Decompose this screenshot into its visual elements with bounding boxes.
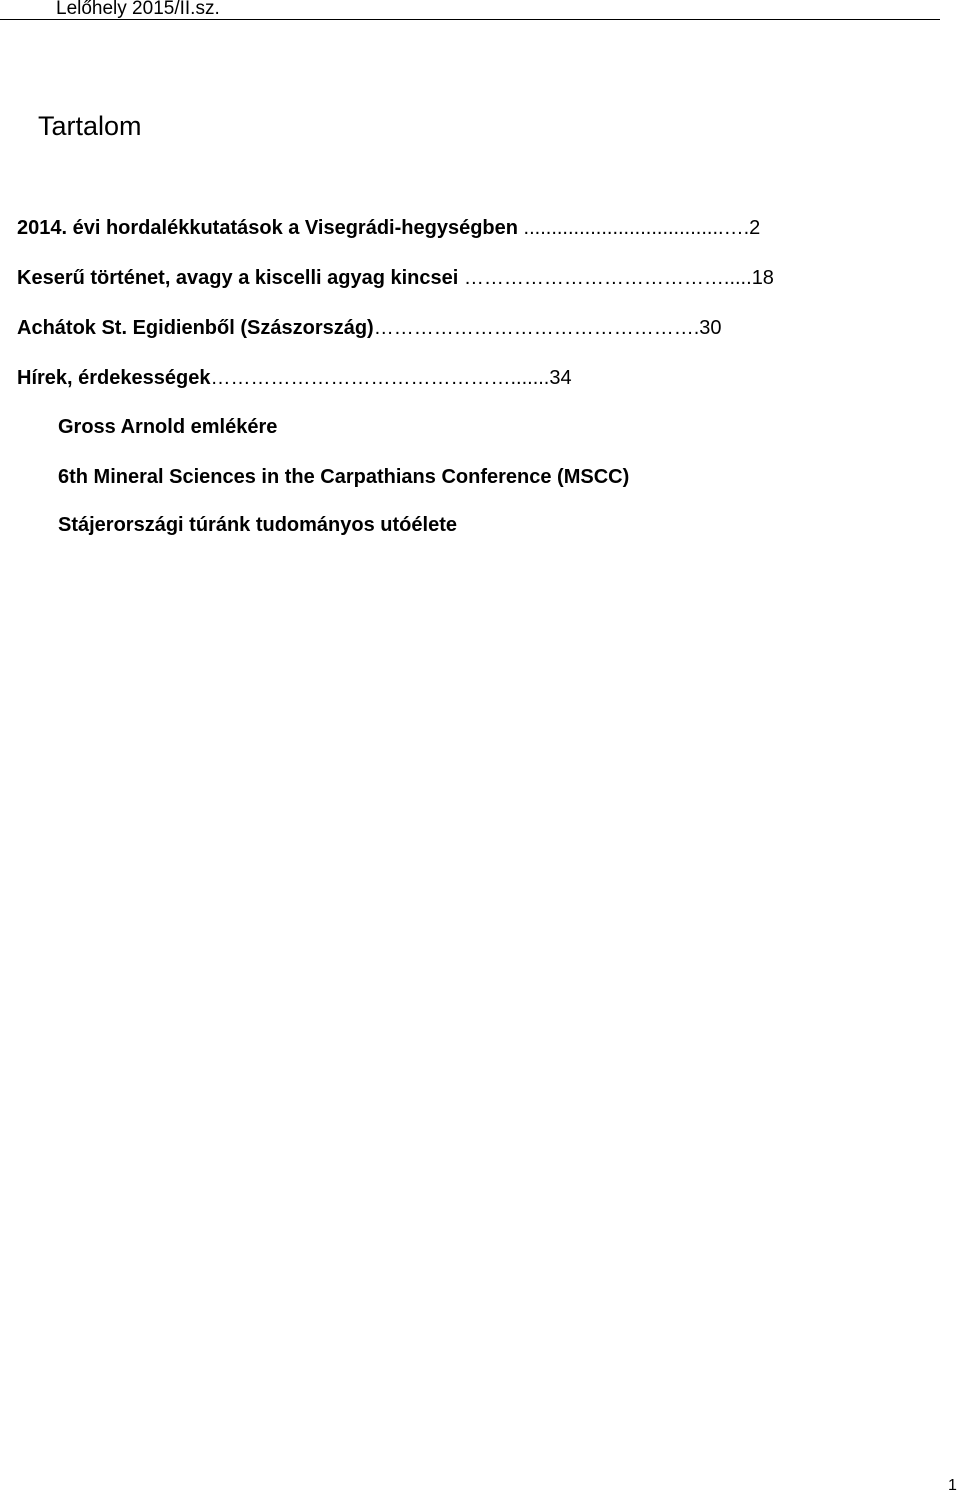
toc-subentry[interactable] <box>58 513 457 537</box>
toc-entry-page: 18 <box>751 267 774 289</box>
running-header <box>0 0 940 20</box>
toc-subentry[interactable] <box>58 415 277 439</box>
toc-entry[interactable] <box>17 266 774 290</box>
toc-entry-title: 2014. évi hordalékkutatások a Visegrádi-hegységben <box>17 217 524 239</box>
toc-entry-title: Hírek, érdekességek <box>17 367 211 389</box>
toc-entry-page: 34 <box>549 367 572 389</box>
toc-entry-title: Keserű történet, avagy a kiscelli agyag kincsei <box>17 267 464 289</box>
toc-subentry[interactable] <box>58 465 629 489</box>
toc-entry-title: Achátok St. Egidienből (Szászország) <box>17 317 374 339</box>
toc-entry-leader: ………………………………………....... <box>210 367 550 389</box>
toc-entry-title: Stájerországi túránk tudományos utóélete <box>58 514 457 536</box>
toc-entry[interactable] <box>17 216 760 240</box>
toc-entry-leader: …………………………………………. <box>373 317 700 339</box>
running-header-text: Lelőhely 2015/II.sz. <box>56 0 220 19</box>
toc-entry-title: 6th Mineral Sciences in the Carpathians Conference (MSCC) <box>58 466 630 488</box>
toc-entry[interactable] <box>17 366 572 390</box>
page-number: 1 <box>948 1477 957 1494</box>
page-title: Tartalom <box>38 111 142 141</box>
toc-entry-page: .2 <box>743 217 761 239</box>
toc-entry[interactable] <box>17 316 722 340</box>
toc-entry-title: Gross Arnold emlékére <box>58 416 278 438</box>
toc-entry-page: 30 <box>699 317 722 339</box>
toc-entry-leader: ....................................… <box>523 217 744 239</box>
toc-entry-leader: …………………………………..... <box>463 267 752 289</box>
